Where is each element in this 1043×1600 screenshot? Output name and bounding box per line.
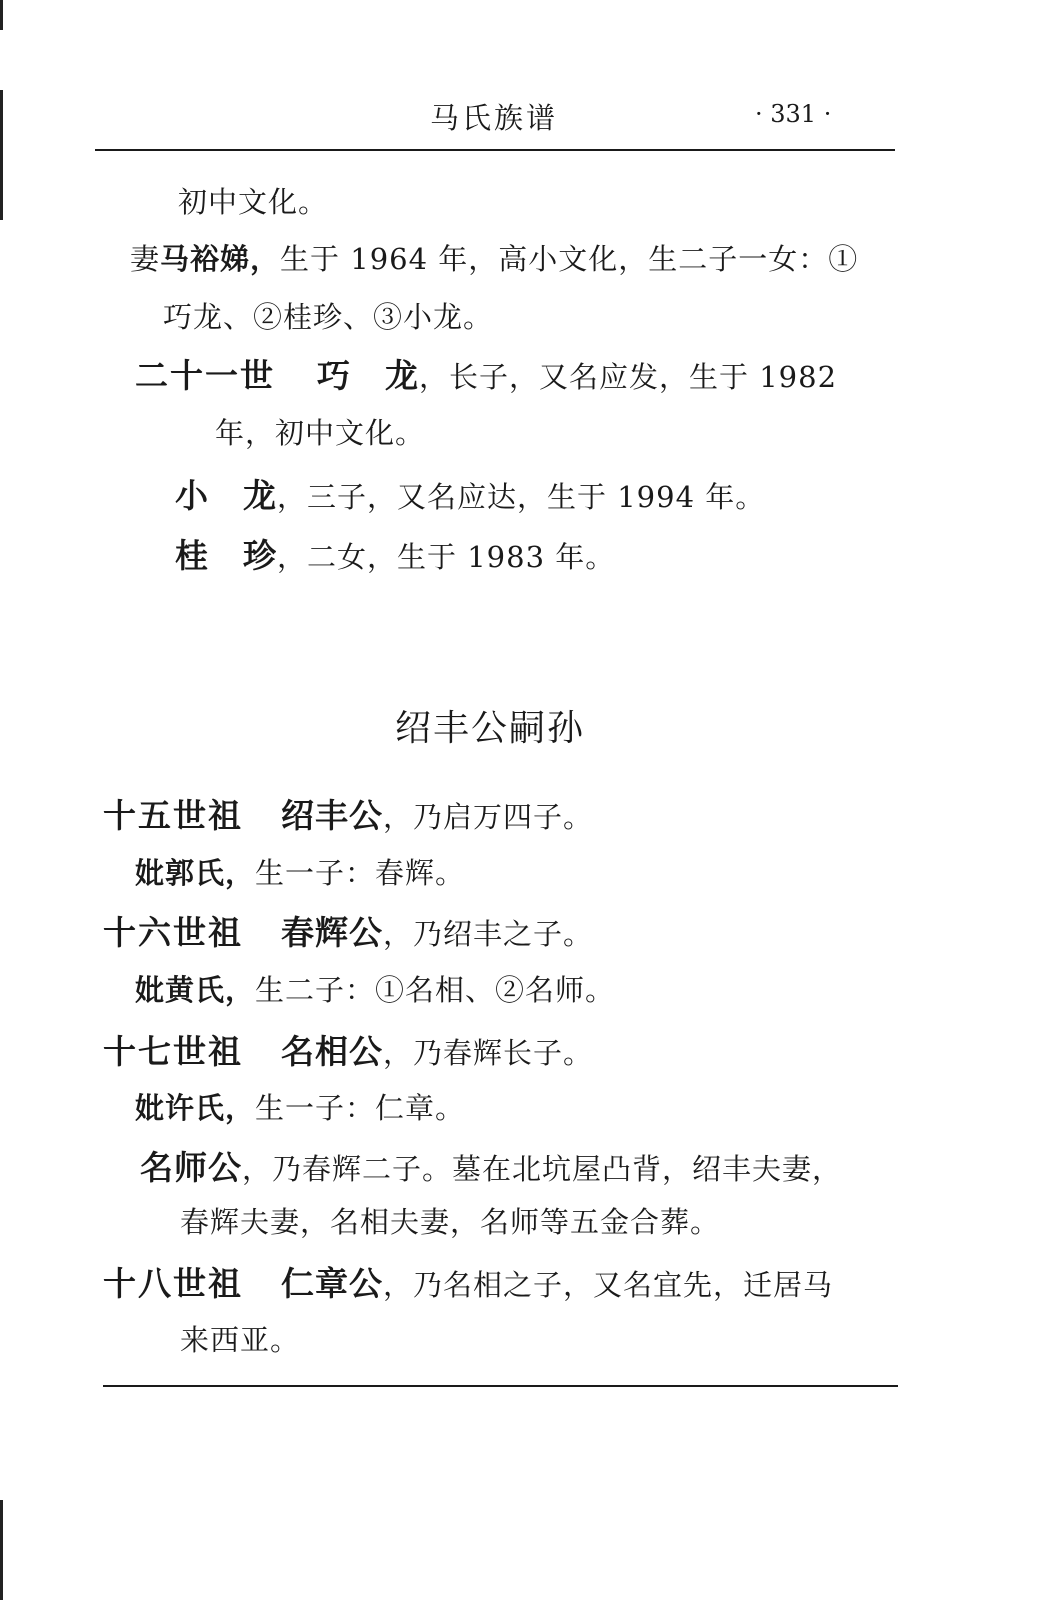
wife-prefix: 妻 (130, 242, 161, 276)
page-number: · 331 · (755, 100, 832, 128)
generation-label: 十八世祖 (103, 1264, 243, 1303)
wife-entry (135, 968, 615, 1009)
wife-text: 生二子：①名相、②名师。 (255, 973, 616, 1007)
wife-entry (130, 237, 858, 278)
generation-entry (103, 907, 593, 954)
person-entry (140, 1142, 842, 1189)
text-line (215, 411, 425, 452)
generation-label: 十五世祖 (103, 796, 243, 835)
entry-continuation: 春辉夫妻，名相夫妻，名师等五金合葬。 (180, 1205, 721, 1239)
entry-text: ，乃春辉二子。墓在北坑屋凸背，绍丰夫妻， (242, 1152, 843, 1186)
scan-edge-mark (0, 0, 3, 30)
person-name: 仁章公 (281, 1264, 383, 1303)
entry-text: ，二女，生于 1983 年。 (277, 540, 616, 574)
wife-text: 生一子：仁章。 (255, 1091, 466, 1125)
entry-text: ，乃名相之子，又名宜先，迁居马 (383, 1268, 834, 1302)
wife-name: 妣许氏， (135, 1091, 256, 1125)
text-line (180, 1318, 300, 1359)
children-list: 巧龙、②桂珍、③小龙。 (163, 300, 494, 334)
text-line (178, 180, 328, 221)
generation-entry (103, 790, 593, 837)
person-name: 名师公 (140, 1148, 242, 1187)
scan-edge-mark (0, 1500, 3, 1600)
footer-rule (103, 1385, 898, 1387)
scan-edge-mark (0, 90, 3, 220)
wife-name: 妣黄氏， (135, 973, 256, 1007)
person-name: 巧 龙 (317, 356, 419, 395)
entry-text: ，三子，又名应达，生于 1994 年。 (277, 480, 766, 514)
generation-entry (135, 350, 837, 397)
generation-entry (103, 1258, 833, 1305)
person-entry (175, 470, 765, 517)
wife-text: 生于 1964 年，高小文化，生二子一女：① (280, 242, 859, 276)
wife-name: 马裕娣， (160, 242, 281, 276)
wife-entry (135, 851, 465, 892)
person-name: 名相公 (281, 1032, 383, 1071)
entry-text: ，长子，又名应发，生于 1982 (419, 360, 838, 394)
wife-entry (135, 1086, 465, 1127)
header-rule (95, 149, 895, 151)
person-name: 绍丰公 (281, 796, 383, 835)
person-name: 春辉公 (281, 913, 383, 952)
generation-entry (103, 1026, 593, 1073)
text-line (180, 1200, 720, 1241)
entry-text: ，乃春辉长子。 (383, 1036, 594, 1070)
person-name: 桂 珍 (175, 536, 277, 575)
text-line (163, 295, 493, 336)
wife-name: 妣郭氏， (135, 856, 256, 890)
person-entry (175, 530, 615, 577)
generation-label: 十六世祖 (103, 913, 243, 952)
running-title: 马氏族谱 (430, 101, 559, 135)
entry-text: ，乃绍丰之子。 (383, 917, 594, 951)
continuation-text: 初中文化。 (178, 185, 329, 219)
section-heading: 绍丰公嗣孙 (395, 708, 586, 749)
person-name: 小 龙 (175, 476, 277, 515)
generation-label: 十七世祖 (103, 1032, 243, 1071)
entry-continuation: 年，初中文化。 (215, 416, 426, 450)
entry-text: ，乃启万四子。 (383, 800, 594, 834)
generation-label: 二十一世 (135, 356, 275, 395)
wife-text: 生一子：春辉。 (255, 856, 466, 890)
entry-continuation: 来西亚。 (180, 1323, 301, 1357)
